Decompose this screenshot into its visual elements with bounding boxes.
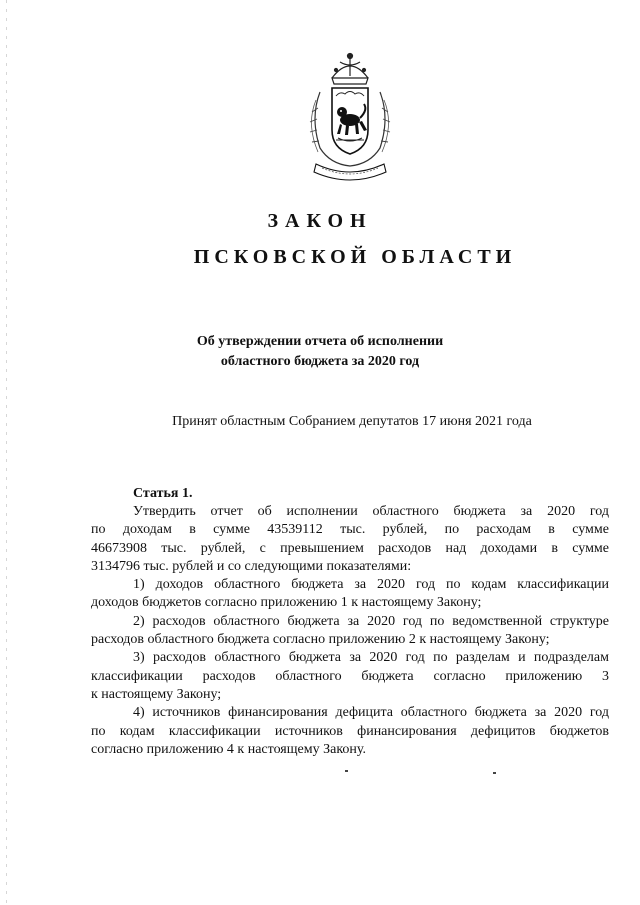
article-line: к настоящему Закону; xyxy=(91,686,222,702)
law-subject-line-2: областного бюджета за 2020 год xyxy=(220,354,420,369)
law-region: ПСКОВСКОЙ ОБЛАСТИ xyxy=(193,246,517,268)
law-subject xyxy=(0,332,640,372)
article-line: по доходам в сумме 43539112 тыс. рублей, по расходам в сумме xyxy=(91,522,609,538)
article-line: 2) расходов областного бюджета за 2020 год по ведомственной структуре xyxy=(133,613,609,629)
article-line: расходов областного бюджета согласно приложению 2 к настоящему Закону; xyxy=(91,632,550,648)
article-line: 46673908 тыс. рублей, с превышением расходов над доходами в сумме xyxy=(91,540,609,556)
law-subject-line-1: Об утверждении отчета об исполнении xyxy=(196,334,444,349)
article-line: 3) расходов областного бюджета за 2020 год по разделам и подразделам xyxy=(133,650,609,666)
article-line: по кодам классификации источников финансирования дефицитов бюджетов xyxy=(91,723,609,739)
article-line: классификации расходов областного бюджета согласно приложению 3 xyxy=(91,668,609,684)
adoption-note: Принят областным Собранием депутатов 17 июня 2021 года xyxy=(172,414,532,429)
scan-edge xyxy=(6,0,7,905)
scan-speck xyxy=(345,770,348,772)
article-line: Утвердить отчет об исполнении областного бюджета за 2020 год xyxy=(133,504,609,519)
coat-of-arms-emblem xyxy=(302,48,398,184)
article-body xyxy=(91,503,609,759)
scan-speck xyxy=(493,772,496,774)
article-line: согласно приложению 4 к настоящему Закону. xyxy=(91,741,367,757)
law-title: ЗАКОН xyxy=(267,210,373,232)
article-line: 3134796 тыс. рублей и со следующими показателями: xyxy=(91,558,412,574)
article-heading: Статья 1. xyxy=(133,486,193,501)
article-line: 4) источников финансирования дефицита областного бюджета за 2020 год xyxy=(133,705,609,721)
article-line: доходов бюджетов согласно приложению 1 к настоящему Закону; xyxy=(91,595,482,611)
article-line: 1) доходов областного бюджета за 2020 год по кодам классификации xyxy=(133,577,609,593)
